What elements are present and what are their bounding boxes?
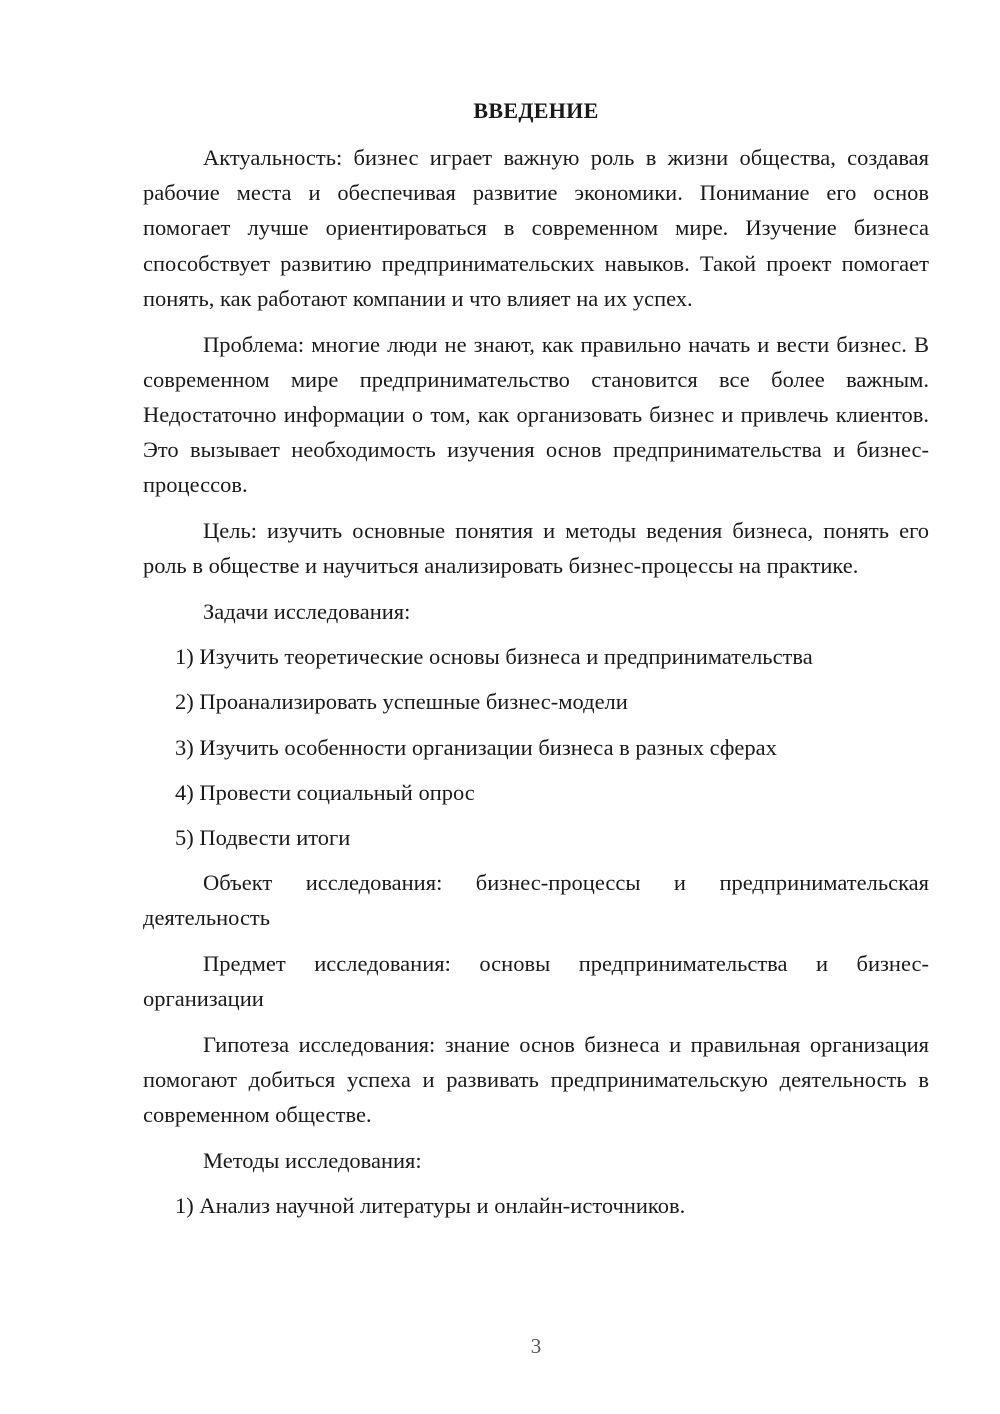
tasks-heading: Задачи исследования:: [203, 598, 411, 624]
document-body: [143, 140, 929, 1233]
paragraph-subject: Предмет исследования: основы предпринимательства и бизнес-организации: [143, 951, 929, 1012]
paragraph-problem: Проблема: многие люди не знают, как правильно начать и вести бизнес. В современном мире предпринимательство становится все более важным. Недостаточно информации о том, как организовать бизнес и привлечь клиентов. Это вызывает необходимость изучения основ предпринимательства и бизнес-процессов.: [143, 331, 929, 498]
section-title: ВВЕДЕНИЕ: [473, 98, 599, 123]
tasks-list: [143, 639, 929, 855]
list-item: 3) Изучить особенности организации бизнеса в разных сферах: [175, 734, 777, 760]
page-number: 3: [530, 1334, 542, 1358]
list-item: 2) Проанализировать успешные бизнес-модели: [175, 689, 628, 715]
paragraph-object: Объект исследования: бизнес-процессы и предпринимательская деятельность: [143, 870, 929, 931]
methods-list: [143, 1188, 929, 1223]
list-item: 4) Провести социальный опрос: [175, 779, 475, 805]
methods-heading: Методы исследования:: [203, 1148, 422, 1174]
list-item: 1) Анализ научной литературы и онлайн-источников.: [175, 1193, 686, 1219]
list-item: 1) Изучить теоретические основы бизнеса и предпринимательства: [175, 644, 813, 670]
list-item: 5) Подвести итоги: [175, 824, 351, 850]
paragraph-hypothesis: Гипотеза исследования: знание основ бизнеса и правильная организация помогают добиться успеха и развивать предпринимательскую деятельность в современном обществе.: [143, 1031, 929, 1128]
paragraph-relevance: Актуальность: бизнес играет важную роль в жизни общества, создавая рабочие места и обеспечивая развитие экономики. Понимание его основ помогает лучше ориентироваться в современном мире. Изучение бизнеса способствует развитию предпринимательских навыков. Такой проект помогает понять, как работают компании и что влияет на их успех.: [143, 145, 929, 311]
paragraph-goal: Цель: изучить основные понятия и методы ведения бизнеса, понять его роль в обществе и научиться анализировать бизнес-процессы на практике.: [143, 518, 929, 579]
